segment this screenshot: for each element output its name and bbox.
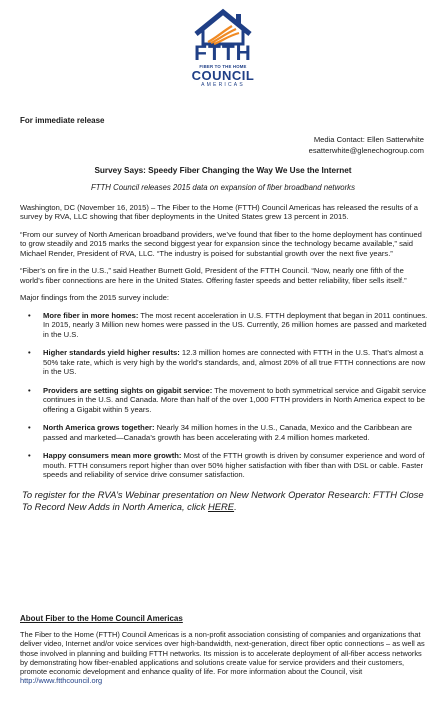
paragraph: Major findings from the 2015 survey include: bbox=[20, 293, 169, 303]
bullet-icon: • bbox=[28, 310, 31, 320]
finding-lead: More fiber in more homes: bbox=[43, 310, 139, 320]
finding-text: Most of the FTTH growth is driven by consumer experience and word of mouth. FTTH consumers report higher than over 50% higher satisfaction with fiber than with DSL or cable. Faster speeds and reliability of service drive consumer satisfaction. bbox=[43, 451, 425, 480]
house-icon bbox=[192, 8, 254, 46]
finding-lead: Higher standards yield higher results: bbox=[43, 348, 180, 358]
webinar-text: To register for the RVA’s Webinar presentation on New Network Operator Research: FTTH Close To Record New Adds in North America, click bbox=[22, 488, 424, 512]
paragraph: “From our survey of North American broadband providers, we’ve found that fiber to the home deployment has continued to grow steadily and 2015 marks the second biggest year for expansion since the technology became available,” said Michael Render, President of RVA, LLC. “The industry is poised for substantial growth over the next five years.” bbox=[20, 229, 422, 258]
finding-text: Nearly 34 million homes in the U.S., Canada, Mexico and the Caribbean are passed and marketed—Canada’s growth has been accelerating with 2.4 million homes marketed. bbox=[43, 423, 413, 442]
contact-name: Media Contact: Ellen Satterwhite bbox=[313, 135, 424, 144]
about-section-text bbox=[20, 630, 428, 686]
finding-lead: North America grows together: bbox=[43, 423, 155, 433]
media-contact bbox=[309, 134, 424, 156]
about-section-title: About Fiber to the Home Council Americas bbox=[20, 614, 183, 623]
finding-text: The most recent acceleration in U.S. FTTH deployment that began in 2011 continues. In 2015, nearly 3 Million new homes were passed in the US. Currently, 26 million homes are passed and marketed in the U.S. bbox=[43, 310, 428, 339]
bullet-icon: • bbox=[28, 451, 31, 461]
finding-text: The movement to both symmetrical service and Gigabit service continues in the U.S. and Canada. More than half of the over 1,000 FTTH providers in North America expect to be offering a Gigabit within 5 years. bbox=[43, 385, 427, 414]
logo-ftth: FTTH bbox=[194, 42, 252, 65]
webinar-callout bbox=[20, 489, 428, 513]
bullet-icon: • bbox=[28, 348, 31, 358]
finding-text: 12.3 million homes are connected with FTTH in the U.S. That’s almost a 50% take rate, which is very high by the world’s standards, and, almost 20% of all true FTTH connections are now in the US. bbox=[43, 348, 426, 377]
bullet-icon: • bbox=[28, 423, 31, 433]
bullet-icon: • bbox=[28, 385, 31, 395]
finding-item bbox=[20, 451, 428, 479]
paragraph: Washington, DC (November 16, 2015) – The Fiber to the Home (FTTH) Council Americas has released the results of a survey by RVA, LLC showing that fiber deployments in the United States grew 13 percent in 2015. bbox=[20, 203, 418, 222]
subheadline: FTTH Council releases 2015 data on expansion of fiber broadband networks bbox=[91, 183, 355, 192]
contact-email[interactable]: esatterwhite@glenechogroup.com bbox=[308, 146, 424, 155]
ftth-council-logo bbox=[183, 8, 263, 100]
webinar-period: . bbox=[234, 500, 237, 512]
headline: Survey Says: Speedy Fiber Changing the Way We Use the Internet bbox=[94, 166, 352, 175]
release-label: For immediate release bbox=[20, 116, 105, 125]
finding-lead: Providers are setting sights on gigabit service: bbox=[43, 385, 213, 395]
article-body bbox=[20, 203, 428, 521]
finding-lead: Happy consumers mean more growth: bbox=[43, 451, 182, 461]
finding-item bbox=[20, 423, 428, 442]
finding-item bbox=[20, 311, 428, 339]
logo-council: COUNCIL bbox=[191, 68, 255, 83]
logo-tagline: FIBER TO THE HOME bbox=[199, 64, 247, 69]
paragraph: “Fiber’s on fire in the U.S.,” said Heather Burnett Gold, President of the FTTH Council. “Now, nearly one fifth of the world’s fiber connections are here in the United States. Offering faster speeds and better reliability, fiber sells itself.” bbox=[20, 266, 407, 285]
findings-list bbox=[20, 311, 428, 480]
logo-americas: AMERICAS bbox=[201, 82, 245, 88]
about-text: The Fiber to the Home (FTTH) Council Americas is a non-profit association consisting of companies and organizations that deliver video, Internet and/or voice services over high-bandwidth, next-generation, direct fiber optic connections – as well as those involved in planning and building FTTH networks. Its mission is to accelerate deployment of all-fiber access networks by demonstrating how fiber-enabled applications and solutions create value for service providers and their customers, promote economic development and enhance quality of life. For more information about the Council, visit bbox=[20, 630, 425, 676]
finding-item bbox=[20, 386, 428, 414]
council-website-link[interactable]: http://www.ftthcouncil.org bbox=[20, 676, 103, 686]
webinar-register-link[interactable]: HERE bbox=[208, 500, 235, 512]
finding-item bbox=[20, 348, 428, 376]
